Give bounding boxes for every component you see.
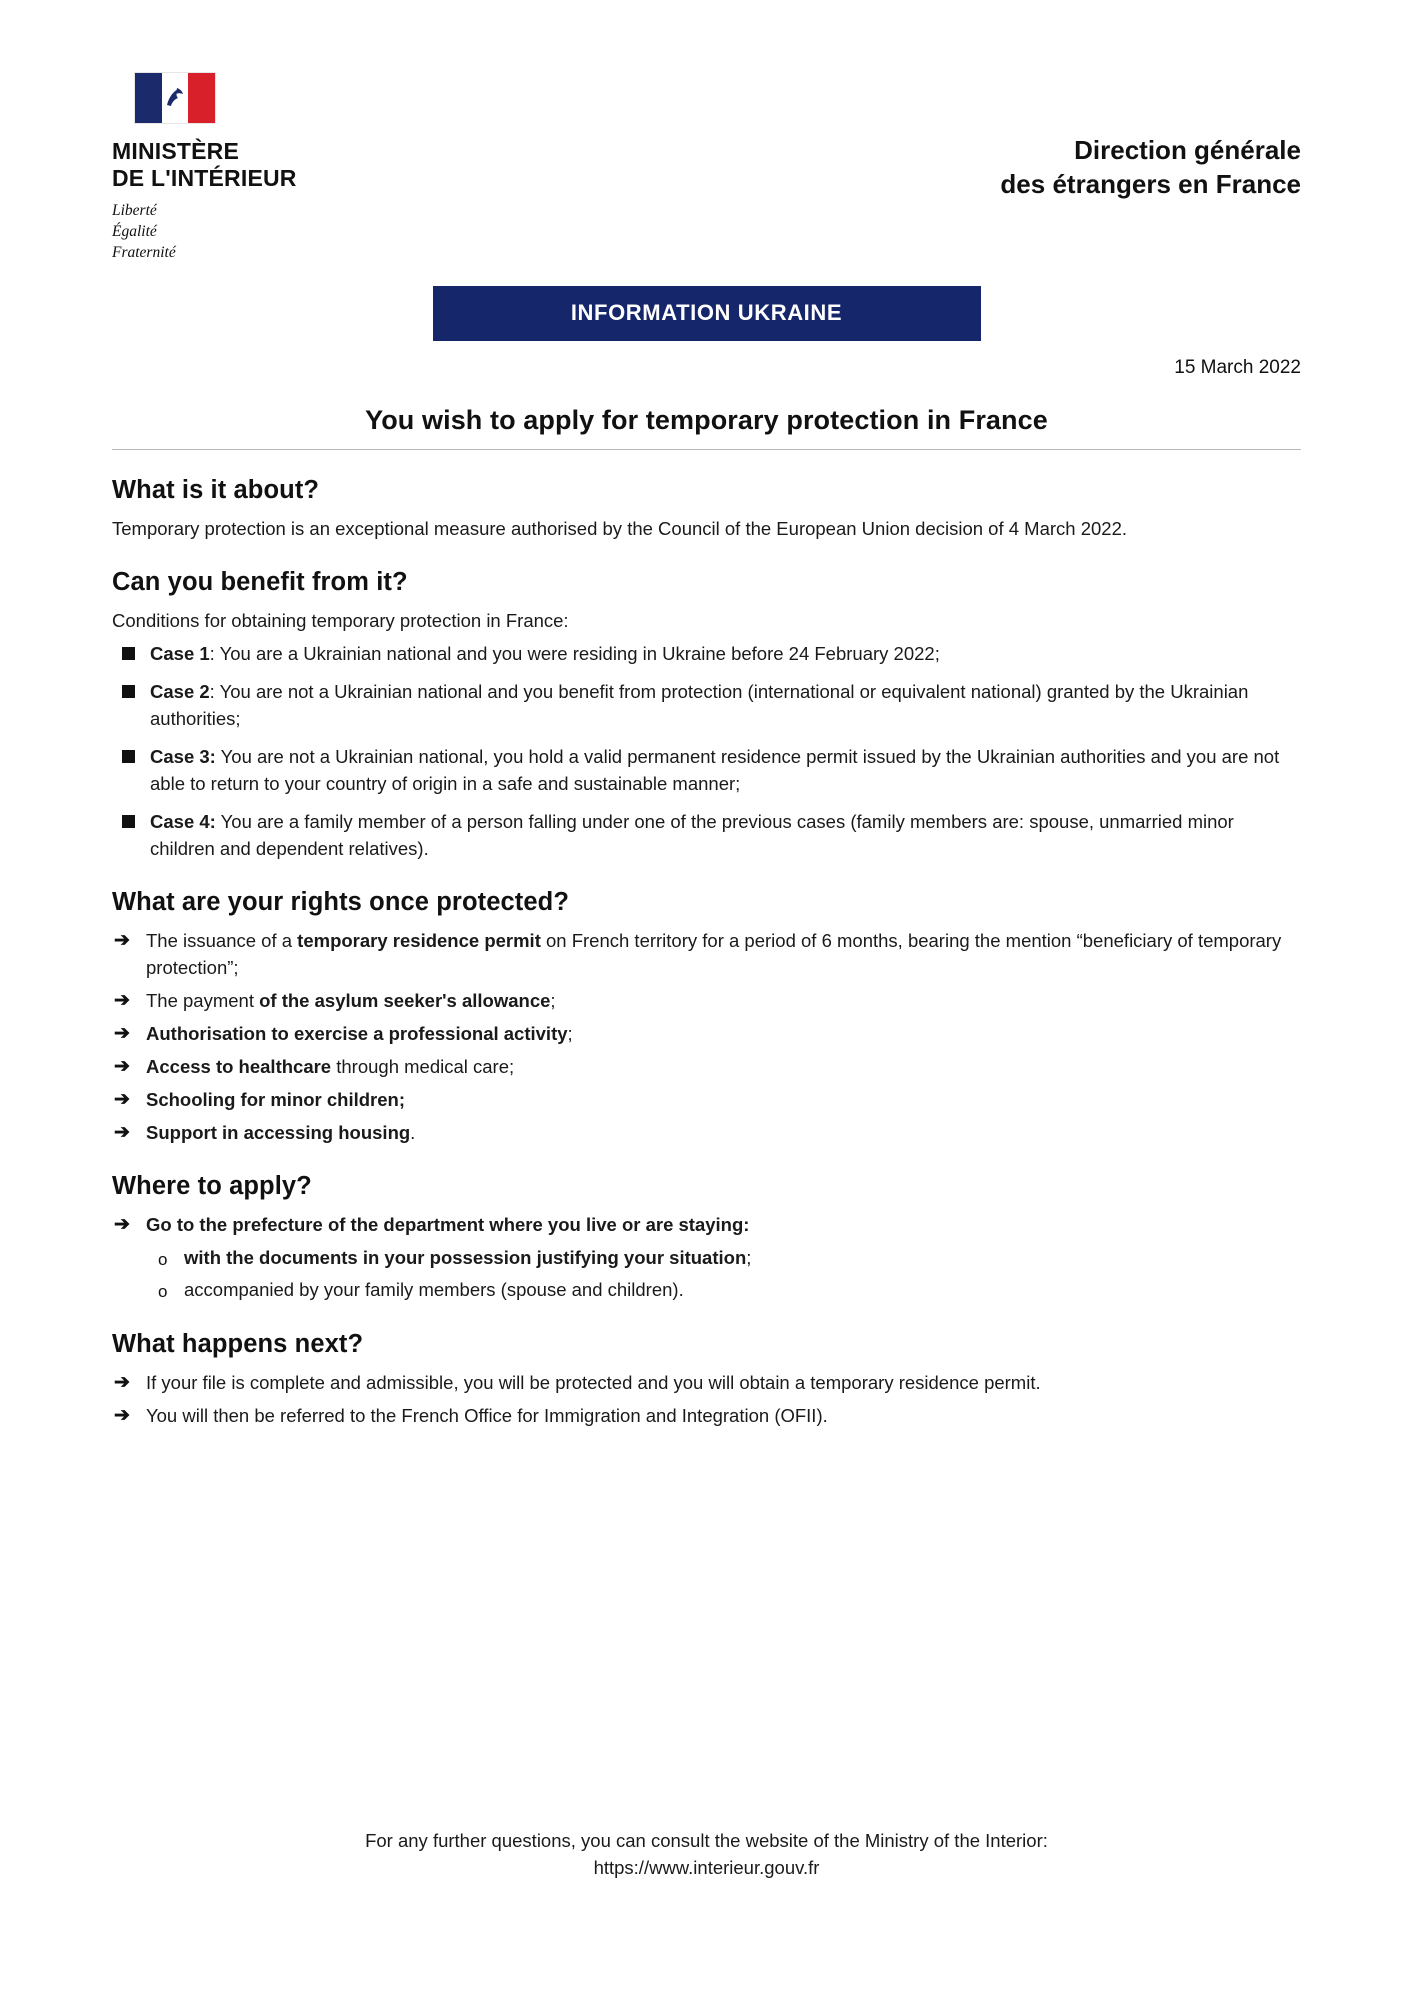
- arrow-right-icon: ➔: [114, 990, 130, 1012]
- document-header: [112, 0, 1301, 264]
- right-text-strong: temporary residence permit: [297, 930, 541, 952]
- section-heading-next: What happens next?: [112, 1329, 364, 1358]
- list-item: [112, 987, 1301, 1014]
- arrow-right-icon: ➔: [114, 1122, 130, 1144]
- list-item: [112, 1053, 1301, 1080]
- where-subitems: [112, 1244, 1301, 1304]
- direction-title-line2: des étrangers en France: [1000, 168, 1301, 199]
- arrow-right-icon: ➔: [114, 1371, 130, 1393]
- benefit-cases-list: [112, 640, 1301, 862]
- next-step-text: If your file is complete and admissible, you will be protected and you will obtain a temporary residence permit.: [146, 1371, 1041, 1393]
- square-bullet-icon: [122, 815, 135, 828]
- arrow-right-icon: ➔: [114, 1404, 130, 1426]
- right-text-post: through medical care;: [331, 1056, 515, 1078]
- section-intro-benefit: Conditions for obtaining temporary protection in France:: [112, 610, 569, 632]
- right-text-pre: The issuance of a: [146, 930, 298, 952]
- case-text: You are not a Ukrainian national and you benefit from protection (international or equivalent national) granted by the Ukrainian authorities;: [150, 681, 1249, 730]
- section-heading-where: Where to apply?: [112, 1172, 312, 1201]
- right-text-strong: of the asylum seeker's allowance: [259, 990, 551, 1012]
- footer-url[interactable]: https://www.interieur.gouv.fr: [593, 1857, 820, 1879]
- right-text-post: on French territory for a period of 6 months, bearing the mention “beneficiary of temporary protection”;: [146, 930, 1282, 979]
- case-separator: :: [209, 681, 220, 703]
- page-title: You wish to apply for temporary protection in France: [365, 405, 1048, 436]
- right-text-post: ;: [550, 990, 556, 1012]
- square-bullet-icon: [122, 685, 135, 698]
- french-flag-marianne-icon: [134, 72, 216, 124]
- next-step-text: You will then be referred to the French Office for Immigration and Integration (OFII).: [146, 1404, 828, 1426]
- list-item: [112, 678, 1301, 732]
- list-item: [112, 808, 1301, 862]
- motto-egalite: Égalité: [112, 223, 157, 241]
- list-item: [112, 1119, 1301, 1146]
- section-heading-benefit: Can you benefit from it?: [112, 568, 408, 597]
- circle-bullet-icon: o: [158, 1250, 168, 1270]
- case-separator: :: [209, 643, 220, 665]
- case-label: Case 4:: [150, 811, 216, 833]
- list-item: [112, 927, 1301, 981]
- right-text-strong: Support in accessing housing: [146, 1122, 411, 1144]
- list-item: [158, 1276, 1301, 1304]
- section-text-about: Temporary protection is an exceptional measure authorised by the Council of the European Union decision of 4 March 2022.: [112, 518, 1128, 540]
- subitem-post: ;: [746, 1247, 752, 1269]
- square-bullet-icon: [122, 750, 135, 763]
- ministry-identity: [112, 72, 297, 264]
- list-item: [112, 1369, 1301, 1396]
- information-ukraine-banner: INFORMATION UKRAINE: [433, 286, 981, 341]
- circle-bullet-icon: o: [158, 1281, 168, 1301]
- motto-liberte: Liberté: [112, 202, 157, 220]
- right-text-post: ;: [567, 1023, 573, 1045]
- list-item: [158, 1244, 1301, 1272]
- right-text-strong: Authorisation to exercise a professional activity: [146, 1023, 568, 1045]
- case-text: You are not a Ukrainian national, you hold a valid permanent residence permit issued by the Ukrainian authorities and you are not able to return to your country of origin in a safe and sustainable manner;: [150, 746, 1280, 795]
- ministry-name-line2: DE L'INTÉRIEUR: [112, 165, 297, 192]
- case-text: You are a Ukrainian national and you were residing in Ukraine before 24 February 2022;: [219, 643, 940, 665]
- motto-fraternite: Fraternité: [112, 244, 176, 262]
- document-footer: [0, 1827, 1413, 1883]
- subitem-post: accompanied by your family members (spouse and children).: [184, 1278, 684, 1300]
- right-text-post: .: [410, 1122, 416, 1144]
- ministry-name-line1: MINISTÈRE: [112, 138, 240, 164]
- where-main-text: Go to the prefecture of the department where you live or are staying:: [146, 1214, 750, 1236]
- subitem-strong: with the documents in your possession justifying your situation: [184, 1247, 747, 1269]
- next-steps-list: [112, 1369, 1301, 1429]
- right-text-strong: Access to healthcare: [146, 1056, 332, 1078]
- arrow-right-icon: ➔: [114, 930, 130, 952]
- list-item: [112, 1020, 1301, 1047]
- arrow-right-icon: ➔: [114, 1089, 130, 1111]
- list-item: [112, 743, 1301, 797]
- footer-line-1: For any further questions, you can consult the website of the Ministry of the Interior:: [365, 1829, 1048, 1851]
- title-divider: [112, 449, 1301, 450]
- list-item: [112, 1211, 1301, 1238]
- direction-title: [1000, 72, 1301, 202]
- right-text-pre: The payment: [146, 990, 260, 1012]
- document-date: 15 March 2022: [1174, 357, 1301, 379]
- case-label: Case 3:: [150, 746, 216, 768]
- direction-title-line1: Direction générale: [1074, 135, 1301, 165]
- square-bullet-icon: [122, 647, 135, 660]
- arrow-right-icon: ➔: [114, 1056, 130, 1078]
- case-text: You are a family member of a person falling under one of the previous cases (family members are: spouse, unmarried minor children and dependent relatives).: [150, 811, 1234, 860]
- list-item: [112, 1086, 1301, 1113]
- list-item: [112, 640, 1301, 667]
- right-text-strong: Schooling for minor children;: [146, 1089, 405, 1111]
- where-list: [112, 1211, 1301, 1238]
- ministry-name: [112, 138, 297, 192]
- list-item: [112, 1402, 1301, 1429]
- case-label: Case 2: [150, 681, 210, 703]
- case-label: Case 1: [150, 643, 210, 665]
- banner-row: [112, 286, 1301, 379]
- section-heading-rights: What are your rights once protected?: [112, 888, 569, 917]
- republic-motto: [112, 201, 176, 264]
- arrow-right-icon: ➔: [114, 1023, 130, 1045]
- arrow-right-icon: ➔: [114, 1214, 130, 1236]
- section-heading-about: What is it about?: [112, 476, 320, 505]
- rights-list: [112, 927, 1301, 1146]
